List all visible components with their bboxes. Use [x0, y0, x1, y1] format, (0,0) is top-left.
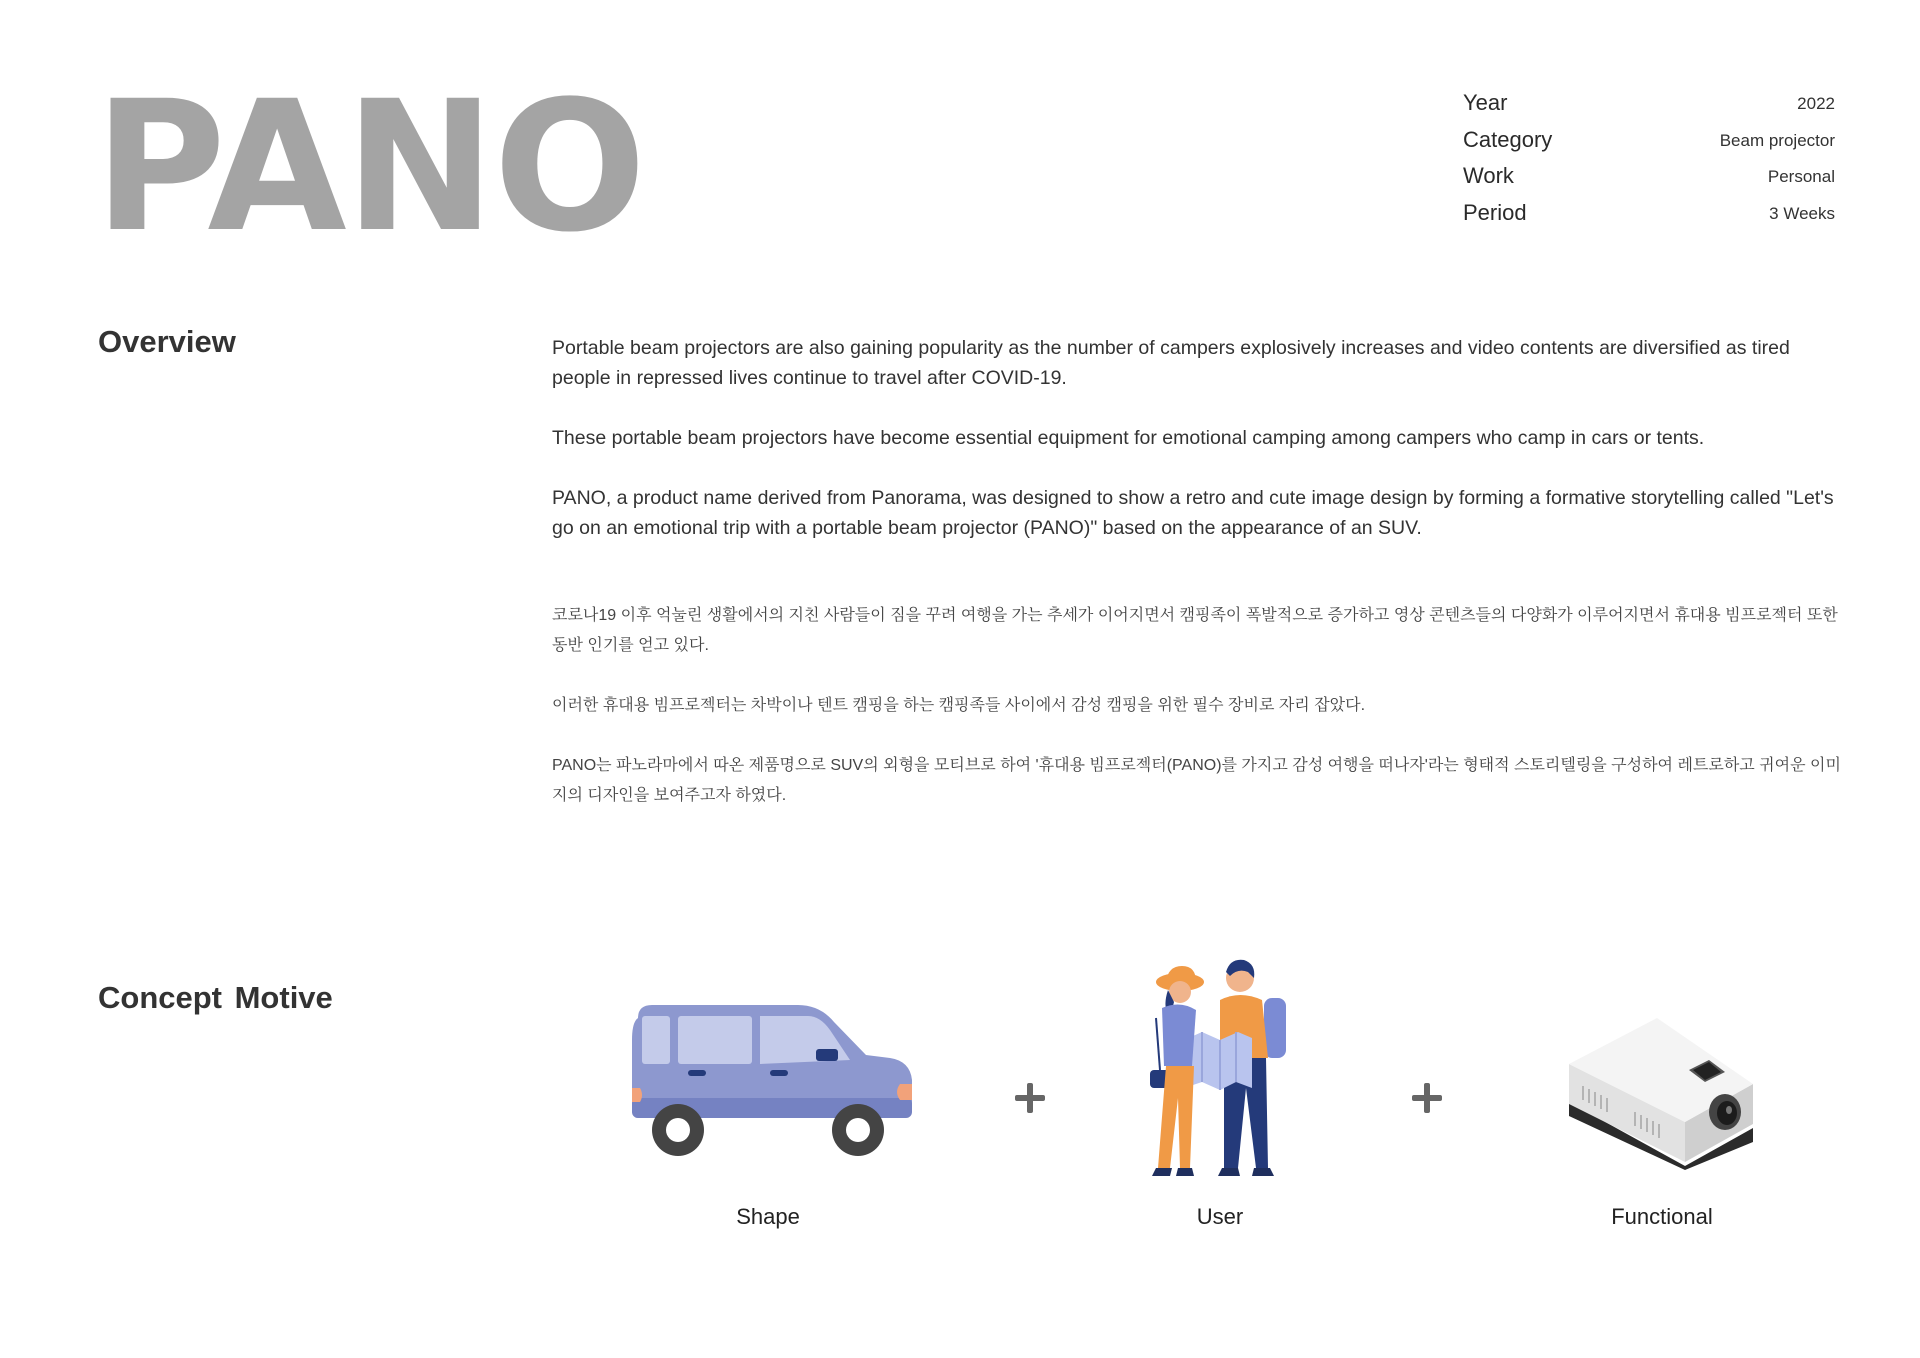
meta-value: 2022 [1797, 94, 1835, 113]
meta-row-year [1463, 90, 1835, 127]
meta-row-work [1463, 163, 1835, 200]
travelers-icon [1140, 958, 1300, 1188]
overview-en-paragraph: These portable beam projectors have become essential equipment for emotional camping among campers who camp in cars or tents. [552, 427, 1705, 449]
concept-label-user: User [1196, 1204, 1244, 1229]
meta-row-category [1463, 127, 1835, 164]
car-icon [628, 1000, 918, 1170]
meta-value: Personal [1767, 167, 1835, 186]
meta-label: Category [1463, 126, 1553, 152]
logo-wordmark: PANO [94, 63, 645, 272]
projector-icon [1565, 1018, 1760, 1175]
plus-icon [1015, 1083, 1045, 1113]
overview-en-paragraph: PANO, a product name derived from Panorama, was designed to show a retro and cute image design by forming a formative storytelling called "Let's go on an emotional trip with a portable beam projector (PANO)" based on the appearance of an SUV. [552, 487, 1834, 539]
overview-body [552, 333, 1842, 841]
meta-label: Period [1463, 199, 1527, 225]
overview-ko-paragraph: 이러한 휴대용 빔프로젝터는 차박이나 텐트 캠핑을 하는 캠핑족들 사이에서 감성 캠핑을 위한 필수 장비로 자리 잡았다. [552, 697, 1366, 714]
concept-label-functional: Functional [1611, 1204, 1713, 1229]
concept-title: Concept Motive [98, 980, 333, 1015]
overview-ko-paragraph: PANO는 파노라마에서 따온 제품명으로 SUV의 외형을 모티브로 하여 '휴대용 빔프로젝터(PANO)를 가지고 감성 여행을 떠나자'라는 형태적 스토리텔링을 구성하여 레트로하고 귀여운 이미지의 디자인을 보여주고자 하였다. [552, 757, 1841, 804]
meta-label: Work [1463, 163, 1514, 188]
overview-ko-paragraph: 코로나19 이후 억눌린 생활에서의 지친 사람들이 짐을 꾸려 여행을 가는 추세가 이어지면서 캠핑족이 폭발적으로 증가하고 영상 콘텐츠들의 다양화가 이루어지면서 휴대용 빔프로젝터 또한 동반 인기를 얻고 있다. [552, 607, 1838, 654]
meta-value: Beam projector [1719, 130, 1835, 150]
overview-en-paragraph: Portable beam projectors are also gaining popularity as the number of campers explosively increases and video contents are diversified as tired people in repressed lives continue to travel after COVID-19. [552, 337, 1790, 389]
project-meta [1463, 90, 1835, 236]
plus-icon [1412, 1083, 1442, 1113]
meta-row-period [1463, 200, 1835, 237]
overview-title: Overview [98, 324, 236, 359]
meta-value: 3 Weeks [1769, 203, 1835, 223]
concept-label-shape: Shape [736, 1204, 800, 1229]
meta-label: Year [1463, 90, 1508, 115]
overview-ko-block [552, 601, 1842, 811]
